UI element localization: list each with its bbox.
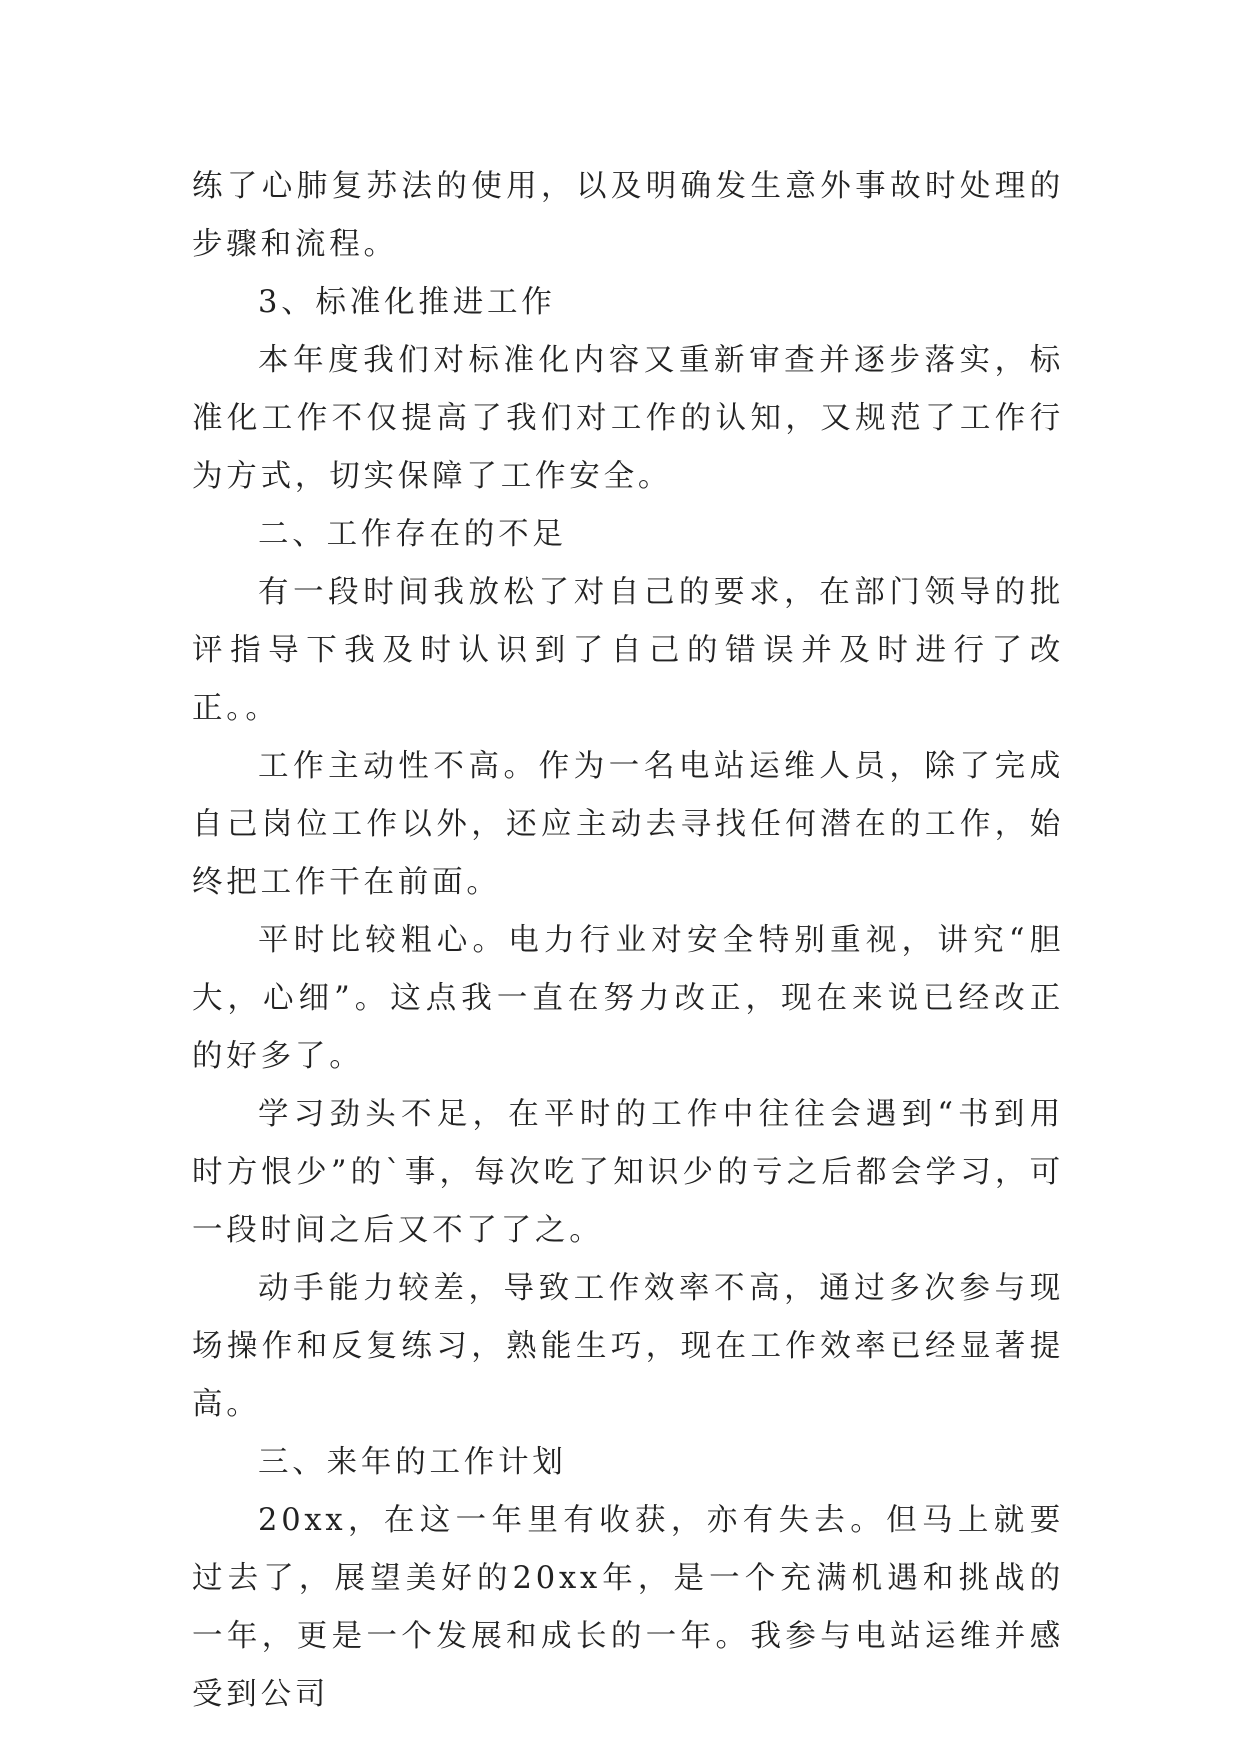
heading-next-year-plan: 三、来年的工作计划 — [258, 1445, 567, 1480]
paragraph-cpr-training: 练了心肺复苏法的使用，以及明确发生意外事故时处理的步骤和流程。 — [192, 169, 1064, 262]
heading-standardization: 3、标准化推进工作 — [258, 285, 556, 320]
paragraph-initiative: 工作主动性不高。作为一名电站运维人员，除了完成自己岗位工作以外，还应主动去寻找任何潜在的工作，始终把工作干在前面。 — [192, 749, 1064, 900]
paragraph-carelessness: 平时比较粗心。电力行业对安全特别重视，讲究“胆大，心细”。这点我一直在努力改正，现在来说已经改正的好多了。 — [192, 923, 1064, 1074]
paragraph-hands-on: 动手能力较差，导致工作效率不高，通过多次参与现场操作和反复练习，熟能生巧，现在工作效率已经显著提高。 — [192, 1271, 1064, 1422]
paragraph-standardization: 本年度我们对标准化内容又重新审查并逐步落实，标准化工作不仅提高了我们对工作的认知，又规范了工作行为方式，切实保障了工作安全。 — [192, 343, 1064, 494]
document-body — [192, 158, 1064, 1724]
paragraph-self-discipline: 有一段时间我放松了对自己的要求，在部门领导的批评指导下我及时认识到了自己的错误并及时进行了改正。。 — [192, 575, 1064, 726]
heading-shortcomings: 二、工作存在的不足 — [258, 517, 567, 552]
paragraph-next-year: 20xx，在这一年里有收获，亦有失去。但马上就要过去了，展望美好的20xx年，是一个充满机遇和挑战的一年，更是一个发展和成长的一年。我参与电站运维并感受到公司 — [192, 1503, 1064, 1712]
paragraph-learning: 学习劲头不足，在平时的工作中往往会遇到“书到用时方恨少”的`事，每次吃了知识少的亏之后都会学习，可一段时间之后又不了了之。 — [192, 1097, 1064, 1248]
